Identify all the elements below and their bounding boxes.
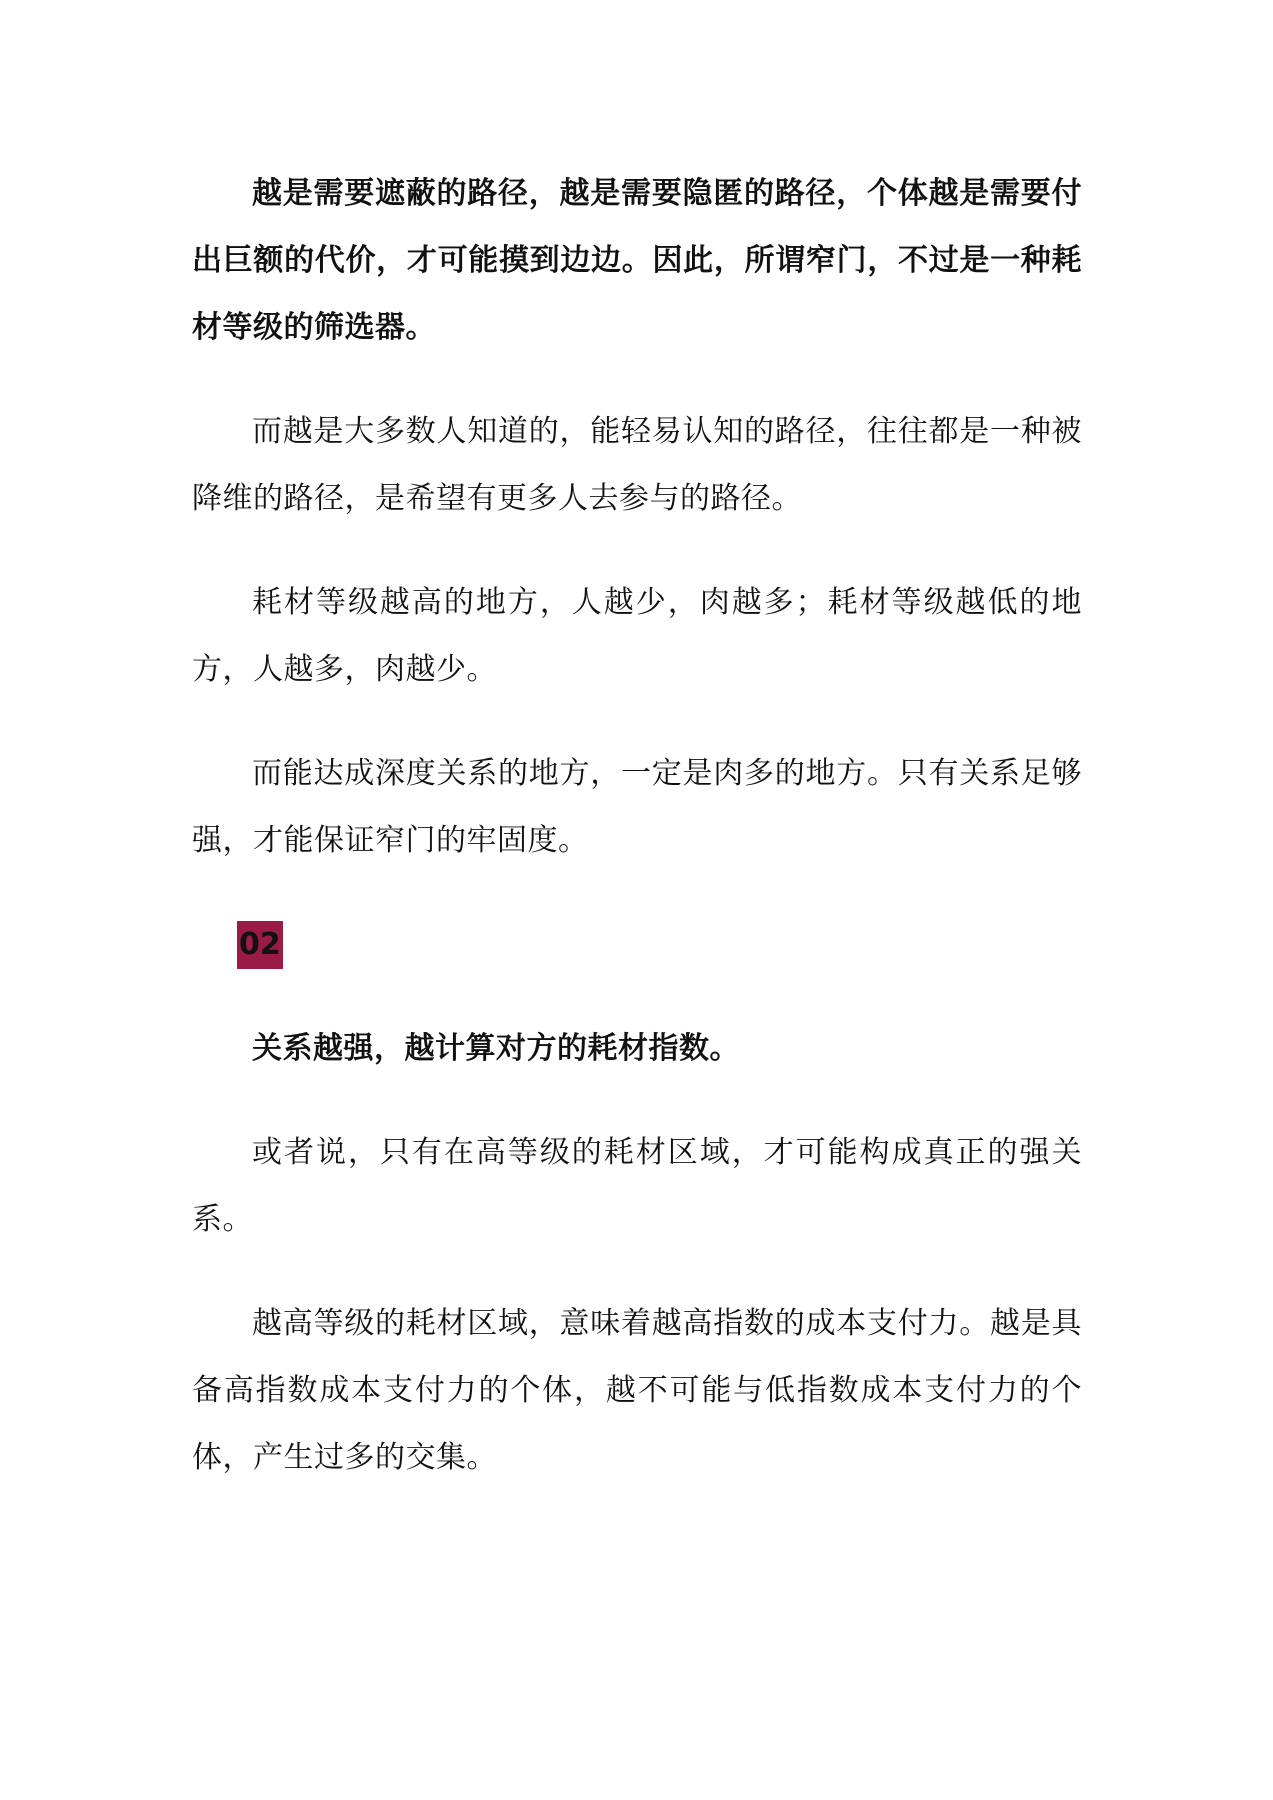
paragraph-2: 而越是大多数人知道的，能轻易认知的路径，往往都是一种被降维的路径，是希望有更多人去参与的路径。 bbox=[192, 414, 1082, 516]
spacer bbox=[192, 1253, 1082, 1290]
spacer bbox=[192, 361, 1082, 398]
spacer bbox=[192, 532, 1082, 569]
spacer bbox=[192, 703, 1082, 740]
spacer bbox=[192, 1082, 1082, 1119]
document-body bbox=[192, 160, 1082, 1491]
spacer bbox=[192, 978, 1082, 1015]
paragraph-6: 或者说，只有在高等级的耗材区域，才可能构成真正的强关系。 bbox=[192, 1135, 1082, 1237]
paragraph-4: 而能达成深度关系的地方，一定是肉多的地方。只有关系足够强，才能保证窄门的牢固度。 bbox=[192, 756, 1082, 858]
spacer bbox=[192, 874, 1082, 911]
paragraph-7: 越高等级的耗材区域，意味着越高指数的成本支付力。越是具备高指数成本支付力的个体，越不可能与低指数成本支付力的个体，产生过多的交集。 bbox=[192, 1306, 1082, 1475]
paragraph-3: 耗材等级越高的地方，人越少，肉越多；耗材等级越低的地方，人越多，肉越少。 bbox=[192, 585, 1082, 687]
paragraph-1: 越是需要遮蔽的路径，越是需要隐匿的路径，个体越是需要付出巨额的代价，才可能摸到边边。因此，所谓窄门，不过是一种耗材等级的筛选器。 bbox=[192, 176, 1082, 345]
paragraph-5: 关系越强，越计算对方的耗材指数。 bbox=[252, 1031, 740, 1066]
section-number-badge: 02 bbox=[237, 921, 283, 969]
section-heading bbox=[192, 911, 1082, 978]
